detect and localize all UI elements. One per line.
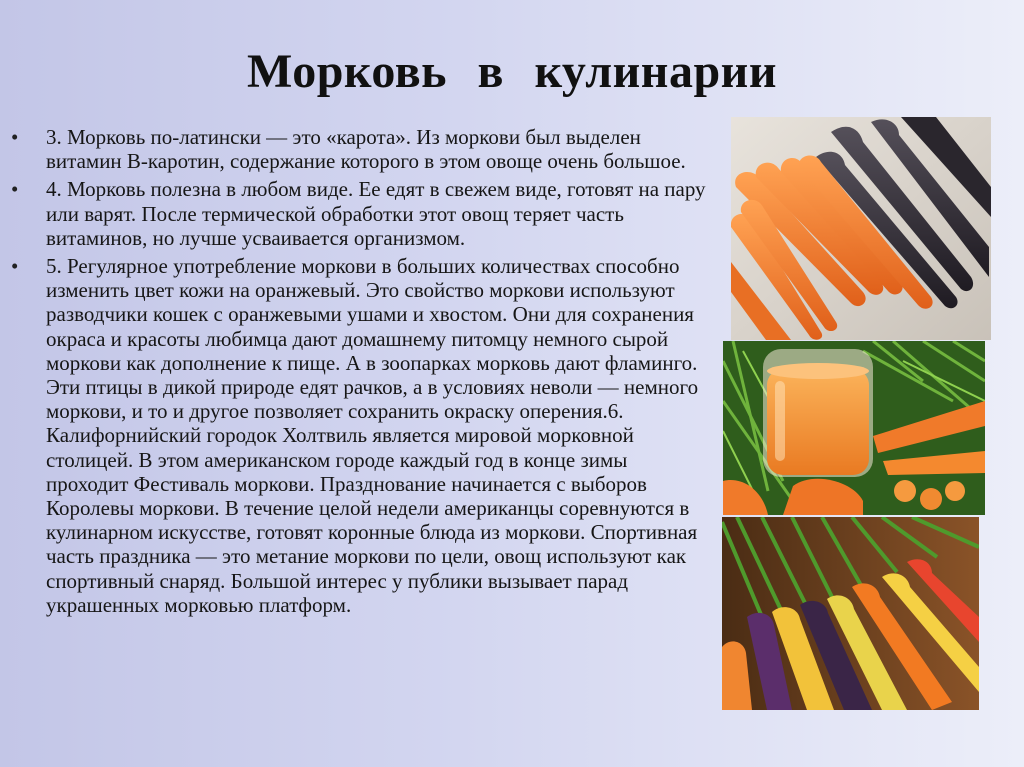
carrots-illustration bbox=[731, 117, 991, 340]
carrot-juice-illustration bbox=[723, 341, 985, 515]
bullet-item-4: • 4. Морковь полезна в любом виде. Ее едят в свежем виде, готовят на пару или варят. После термической обработки этот овощ теряет часть витаминов, но лучше усваивается организмом. bbox=[0, 177, 710, 250]
slide-title: Морковь в кулинарии bbox=[247, 45, 777, 98]
bullet-item-5: • 5. Регулярное употребление моркови в больших количествах способно изменить цвет кожи на оранжевый. Это свойство моркови используют разводчики кошек с оранжевыми ушами и хвостом. Они для сохранения окраса и красоты любимца дают домашнему питомцу немного сырой моркови как дополнение к пище. А в зоопарках морковь дают фламинго. Эти птицы в дикой природе едят рачков, а в условиях неволи — немного моркови, и то и другое позволяет сохранить окраску оперения.6. Калифорнийский городок Холтвиль является мировой морковной столицей. В этом американском городе каждый год в конце зимы проходит Фестиваль моркови. Празднование начинается с выборов Королевы моркови. В течение целой недели американцы соревнуются в кулинарном искусстве, готовят коронные блюда из моркови. Спортивная часть праздника — это метание моркови по цели, овощ используют как спортивный снаряд. Большой интерес у публики вызывает парад украшенных морковью платформ. bbox=[0, 254, 710, 617]
carrots-photo bbox=[731, 117, 991, 340]
multicolored-carrots-illustration bbox=[722, 517, 979, 710]
carrot-juice-photo bbox=[723, 341, 985, 515]
bullet-item-3: • 3. Морковь по-латински — это «карота». Из моркови был выделен витамин В-каротин, содержание которого в этом овоще очень большое. bbox=[0, 125, 710, 173]
multicolored-carrots-photo bbox=[722, 517, 979, 710]
bullet-list bbox=[0, 125, 710, 621]
